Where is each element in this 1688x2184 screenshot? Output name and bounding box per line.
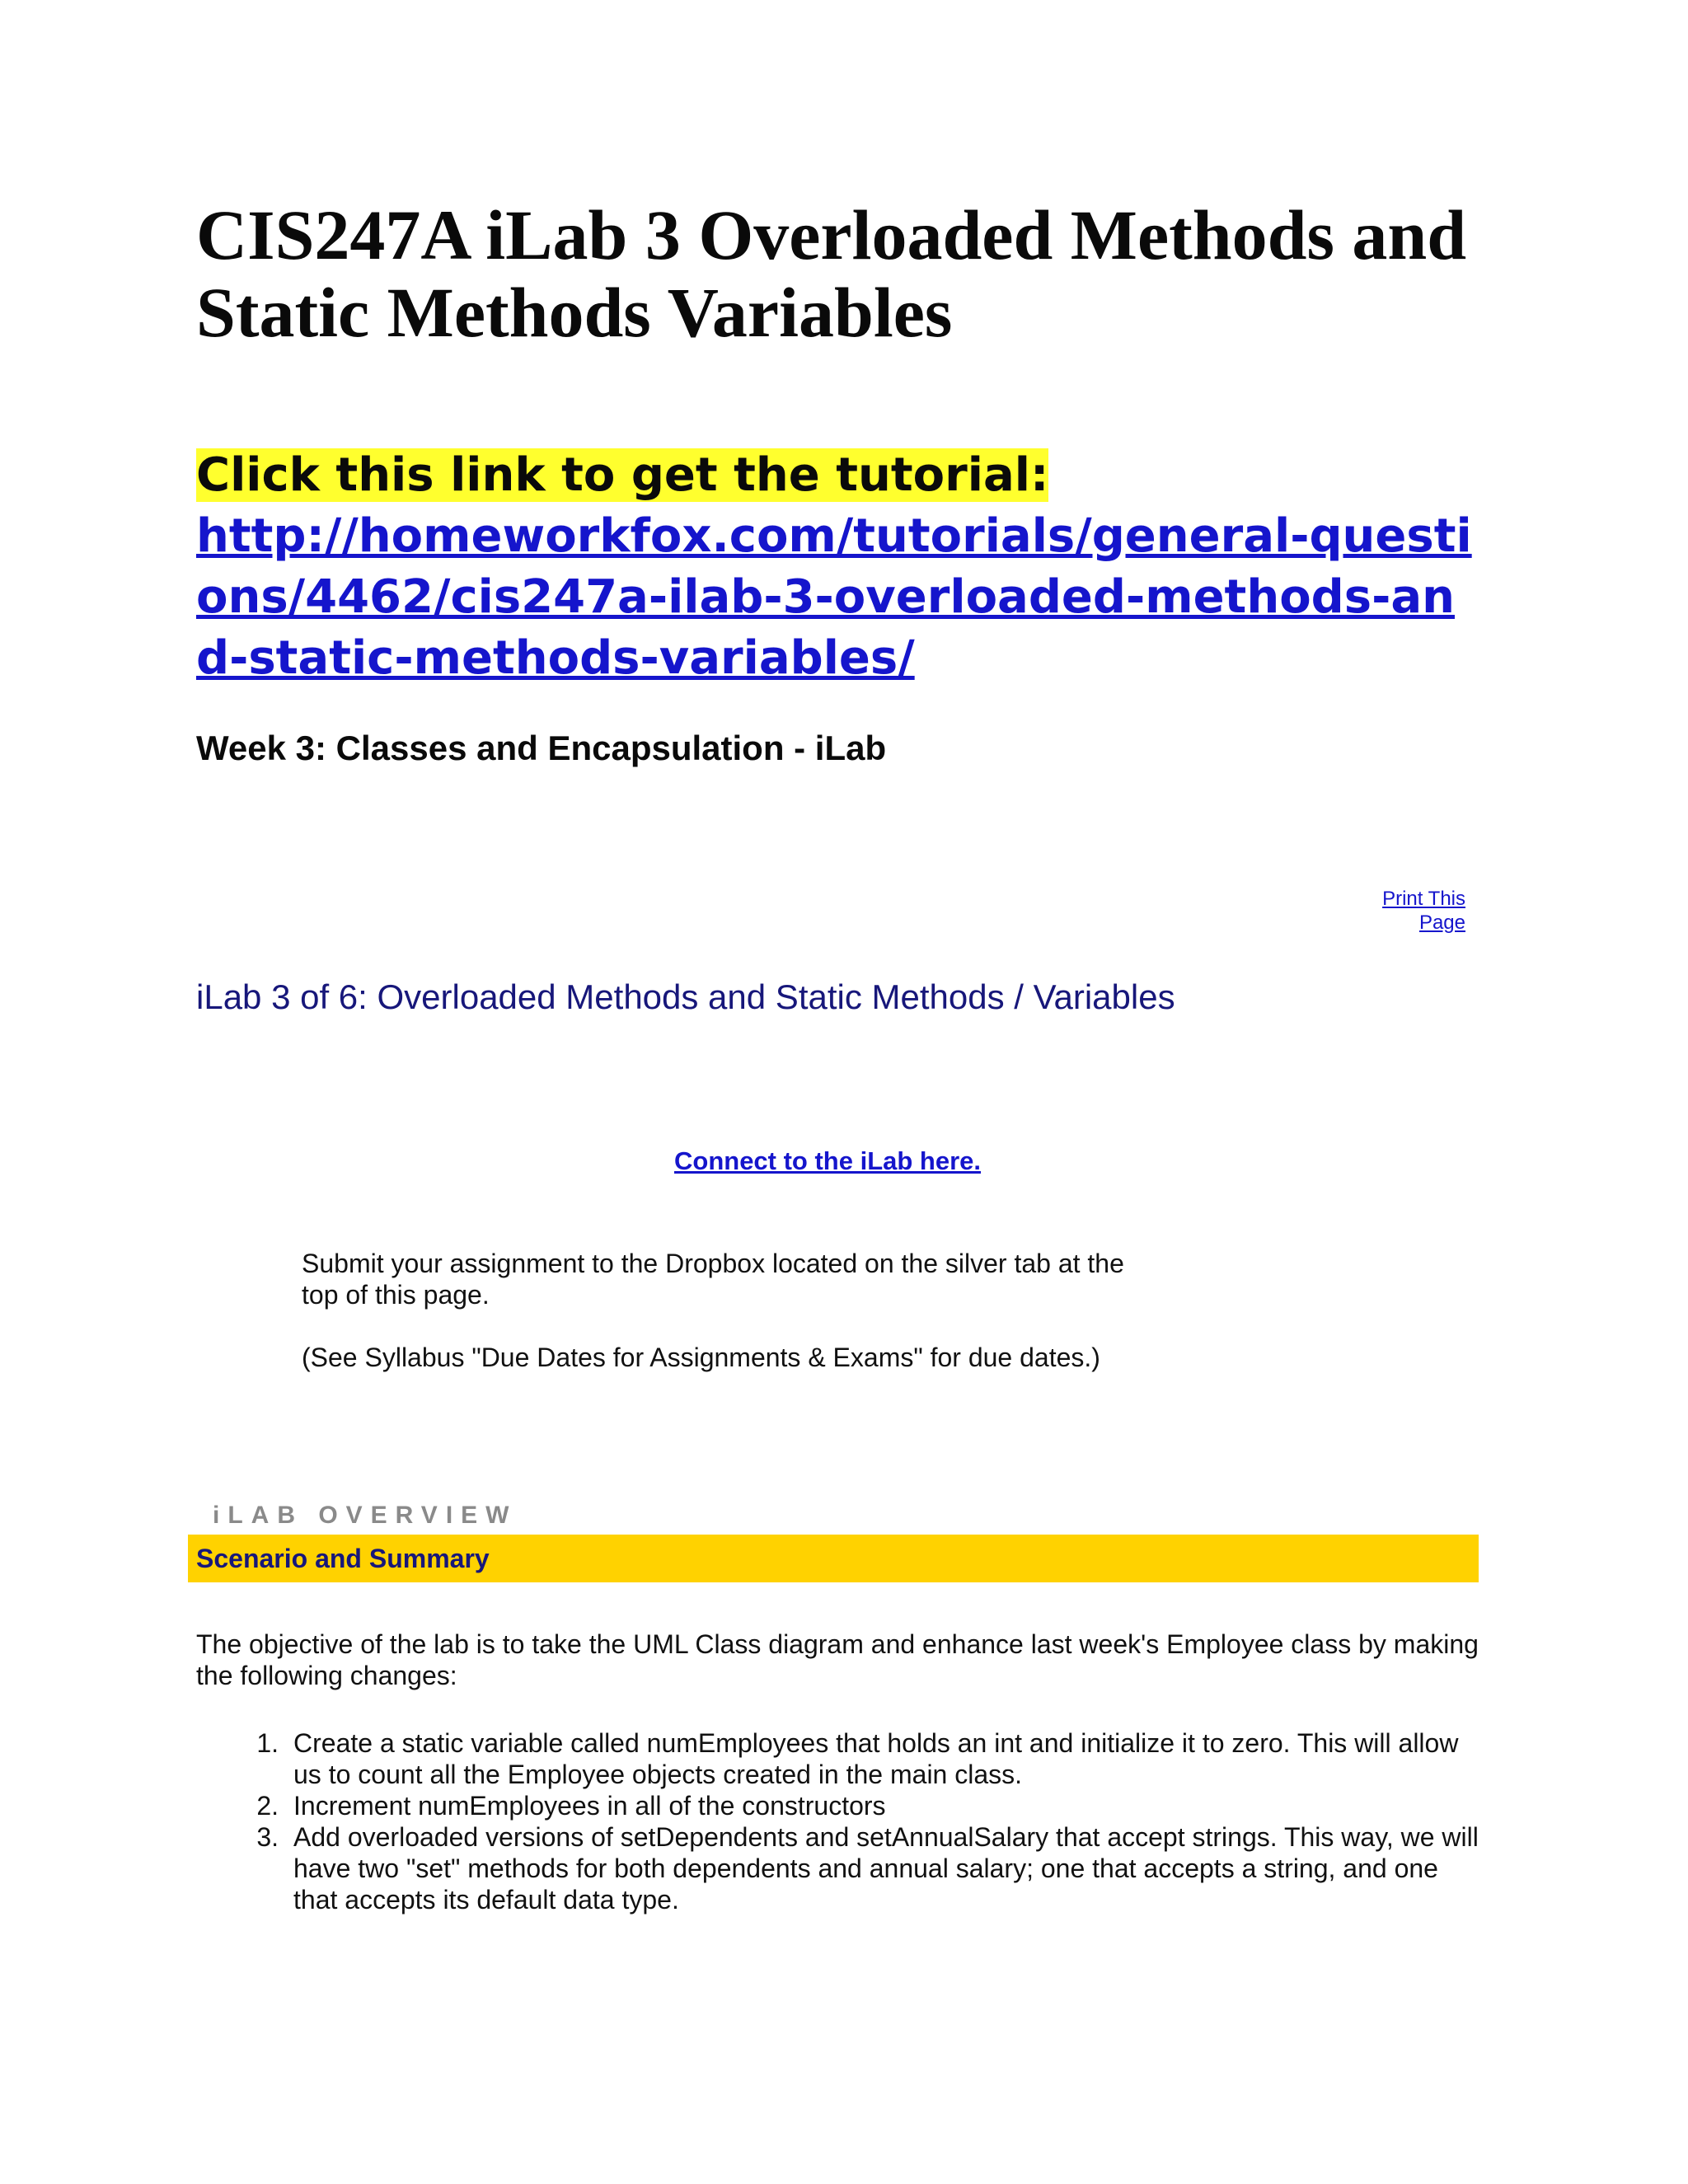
list-item-text: Add overloaded versions of setDependents and setAnnualSalary that accept strings. This way, we will have two "set" methods for both dependents and annual salary; one that accepts a string, and one that accepts its default data type. — [293, 1822, 1479, 1915]
tutorial-block — [196, 445, 1482, 689]
ilab-heading: iLab 3 of 6: Overloaded Methods and Static Methods / Variables — [196, 977, 1175, 1016]
list-item-number: 2. — [256, 1791, 279, 1821]
changes-list — [196, 1727, 1482, 1915]
list-item-text: Increment numEmployees in all of the constructors — [293, 1791, 886, 1821]
print-page-link[interactable]: Print This Page — [1382, 888, 1465, 934]
document-title: CIS247A iLab 3 Overloaded Methods and Static Methods Variables — [196, 195, 1467, 352]
list-item-text: Create a static variable called numEmployees that holds an int and initialize it to zero. This will allow us to count all the Employee objects created in the main class. — [293, 1728, 1459, 1789]
list-item-number: 1. — [256, 1728, 279, 1758]
due-dates-note: (See Syllabus "Due Dates for Assignments & Exams" for due dates.) — [302, 1343, 1100, 1372]
list-item — [196, 1821, 1482, 1915]
list-item — [196, 1790, 1482, 1821]
submit-instructions: Submit your assignment to the Dropbox located on the silver tab at the top of this page. — [302, 1249, 1124, 1310]
list-item-number: 3. — [256, 1822, 279, 1852]
tutorial-link[interactable]: http://homeworkfox.com/tutorials/general-questions/4462/cis247a-ilab-3-overloaded-methods-and-static-methods-variables/ — [196, 509, 1472, 685]
connect-ilab-link[interactable]: Connect to the iLab here. — [674, 1146, 982, 1175]
tutorial-label: Click this link to get the tutorial: — [196, 448, 1049, 502]
submission-info — [302, 1248, 1142, 1404]
objective-paragraph: The objective of the lab is to take the UML Class diagram and enhance last week's Employee class by making the following changes: — [196, 1629, 1479, 1690]
list-item — [196, 1727, 1482, 1790]
week-heading: Week 3: Classes and Encapsulation - iLab — [196, 729, 887, 767]
ilab-overview-label: iLAB OVERVIEW — [213, 1502, 518, 1529]
scenario-title: Scenario and Summary — [196, 1544, 490, 1573]
scenario-header-bar — [188, 1535, 1479, 1582]
